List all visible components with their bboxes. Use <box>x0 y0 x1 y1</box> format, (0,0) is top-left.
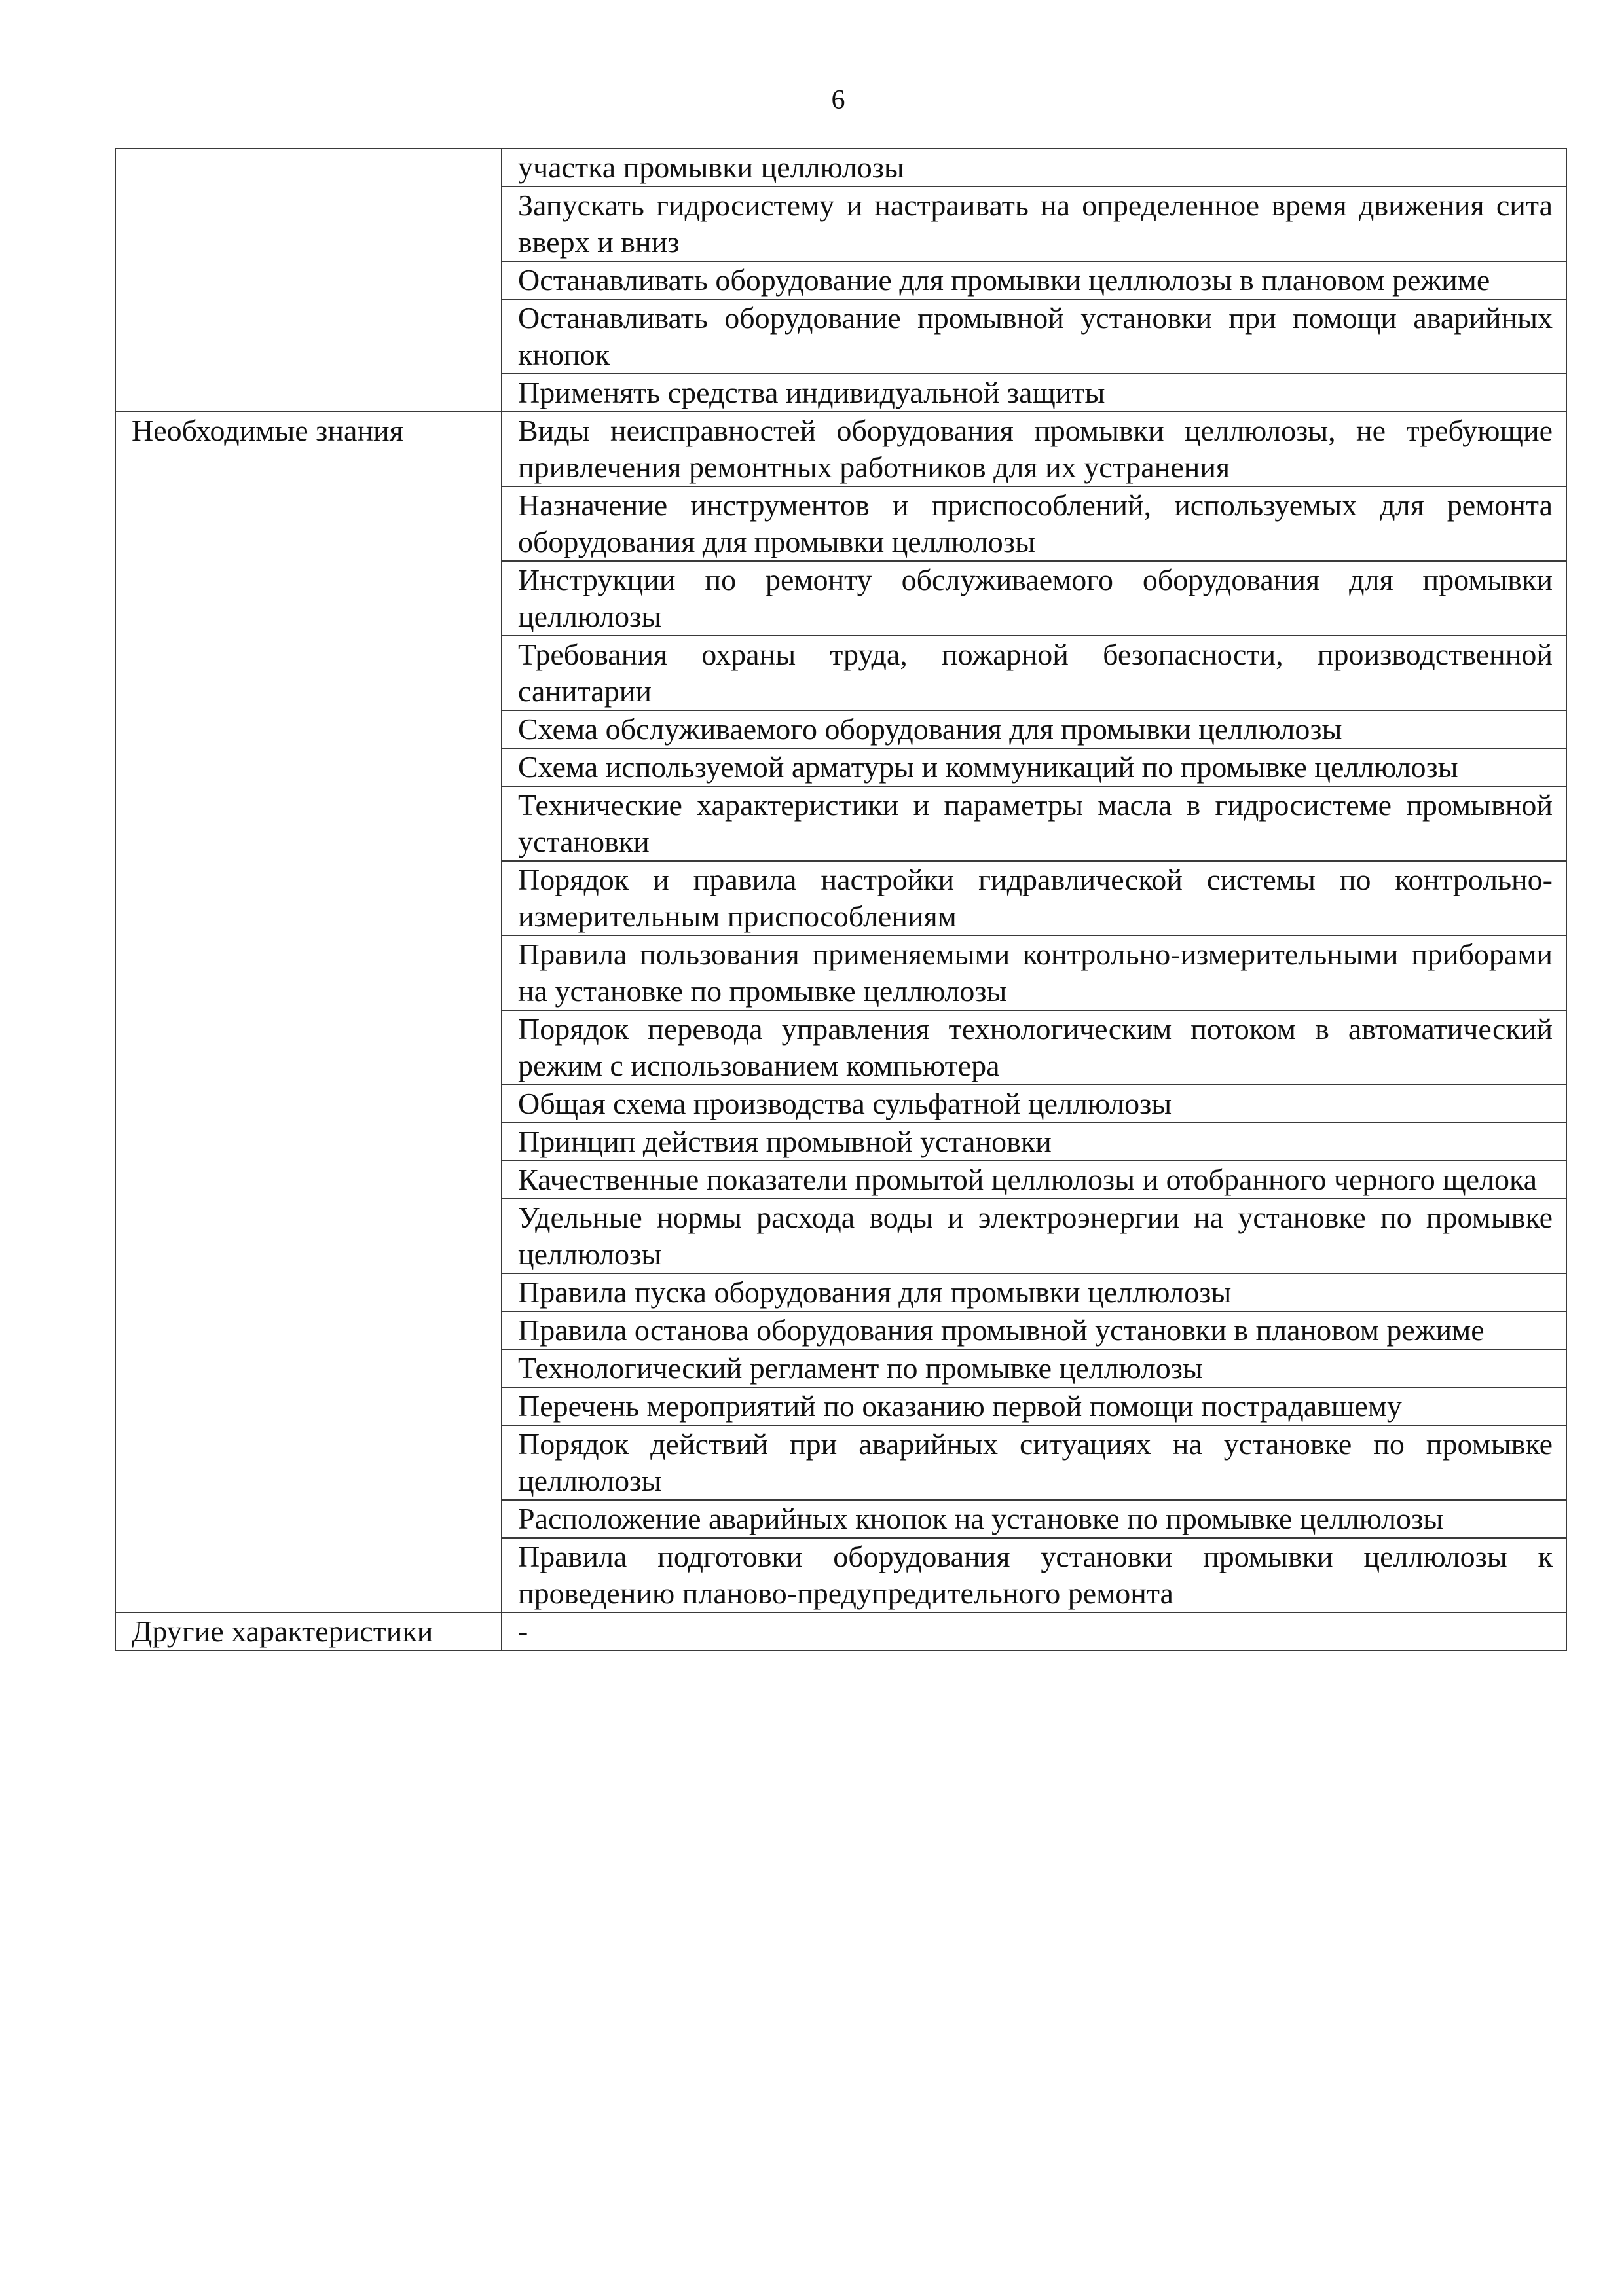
knowledge-item: Требования охраны труда, пожарной безопасности, производственной санитарии <box>502 636 1566 710</box>
knowledge-label: Необходимые знания <box>115 412 502 1613</box>
knowledge-item: Расположение аварийных кнопок на установке по промывке целлюлозы <box>502 1500 1566 1538</box>
skills-label-cell <box>115 149 502 412</box>
knowledge-item: Назначение инструментов и приспособлений, используемых для ремонта оборудования для промывки целлюлозы <box>502 486 1566 561</box>
knowledge-item: Технические характеристики и параметры масла в гидросистеме промывной установки <box>502 786 1566 861</box>
knowledge-item: Порядок и правила настройки гидравлической системы по контрольно-измерительным приспособлениям <box>502 861 1566 936</box>
qualification-table <box>115 148 1567 1651</box>
skill-item: Останавливать оборудование промывной установки при помощи аварийных кнопок <box>502 299 1566 374</box>
knowledge-item: Схема обслуживаемого оборудования для промывки целлюлозы <box>502 710 1566 748</box>
knowledge-item: Общая схема производства сульфатной целлюлозы <box>502 1085 1566 1123</box>
knowledge-item: Правила пуска оборудования для промывки целлюлозы <box>502 1273 1566 1311</box>
knowledge-item: Инструкции по ремонту обслуживаемого оборудования для промывки целлюлозы <box>502 561 1566 636</box>
knowledge-item: Порядок действий при аварийных ситуациях на установке по промывке целлюлозы <box>502 1425 1566 1500</box>
skill-item: Применять средства индивидуальной защиты <box>502 374 1566 412</box>
knowledge-item: Порядок перевода управления технологическим потоком в автоматический режим с использованием компьютера <box>502 1010 1566 1085</box>
knowledge-item: Правила останова оборудования промывной установки в плановом режиме <box>502 1311 1566 1349</box>
knowledge-item: Принцип действия промывной установки <box>502 1123 1566 1161</box>
knowledge-item: Качественные показатели промытой целлюлозы и отобранного черного щелока <box>502 1161 1566 1199</box>
table-row <box>115 149 1566 187</box>
skill-item: участка промывки целлюлозы <box>502 149 1566 187</box>
knowledge-item: Перечень мероприятий по оказанию первой помощи пострадавшему <box>502 1387 1566 1425</box>
knowledge-item: Правила подготовки оборудования установки промывки целлюлозы к проведению планово-предупредительного ремонта <box>502 1538 1566 1613</box>
table-row <box>115 412 1566 486</box>
other-label: Другие характеристики <box>115 1613 502 1650</box>
knowledge-item: Схема используемой арматуры и коммуникаций по промывке целлюлозы <box>502 748 1566 786</box>
skill-item: Запускать гидросистему и настраивать на определенное время движения сита вверх и вниз <box>502 187 1566 261</box>
knowledge-item: Технологический регламент по промывке целлюлозы <box>502 1349 1566 1387</box>
knowledge-item: Удельные нормы расхода воды и электроэнергии на установке по промывке целлюлозы <box>502 1199 1566 1273</box>
page-number: 6 <box>831 85 845 115</box>
knowledge-item: Правила пользования применяемыми контрольно-измерительными приборами на установке по промывке целлюлозы <box>502 936 1566 1010</box>
knowledge-item: Виды неисправностей оборудования промывки целлюлозы, не требующие привлечения ремонтных работников для их устранения <box>502 412 1566 486</box>
skill-item: Останавливать оборудование для промывки целлюлозы в плановом режиме <box>502 261 1566 299</box>
other-value: - <box>502 1613 1566 1650</box>
table-row <box>115 1613 1566 1650</box>
